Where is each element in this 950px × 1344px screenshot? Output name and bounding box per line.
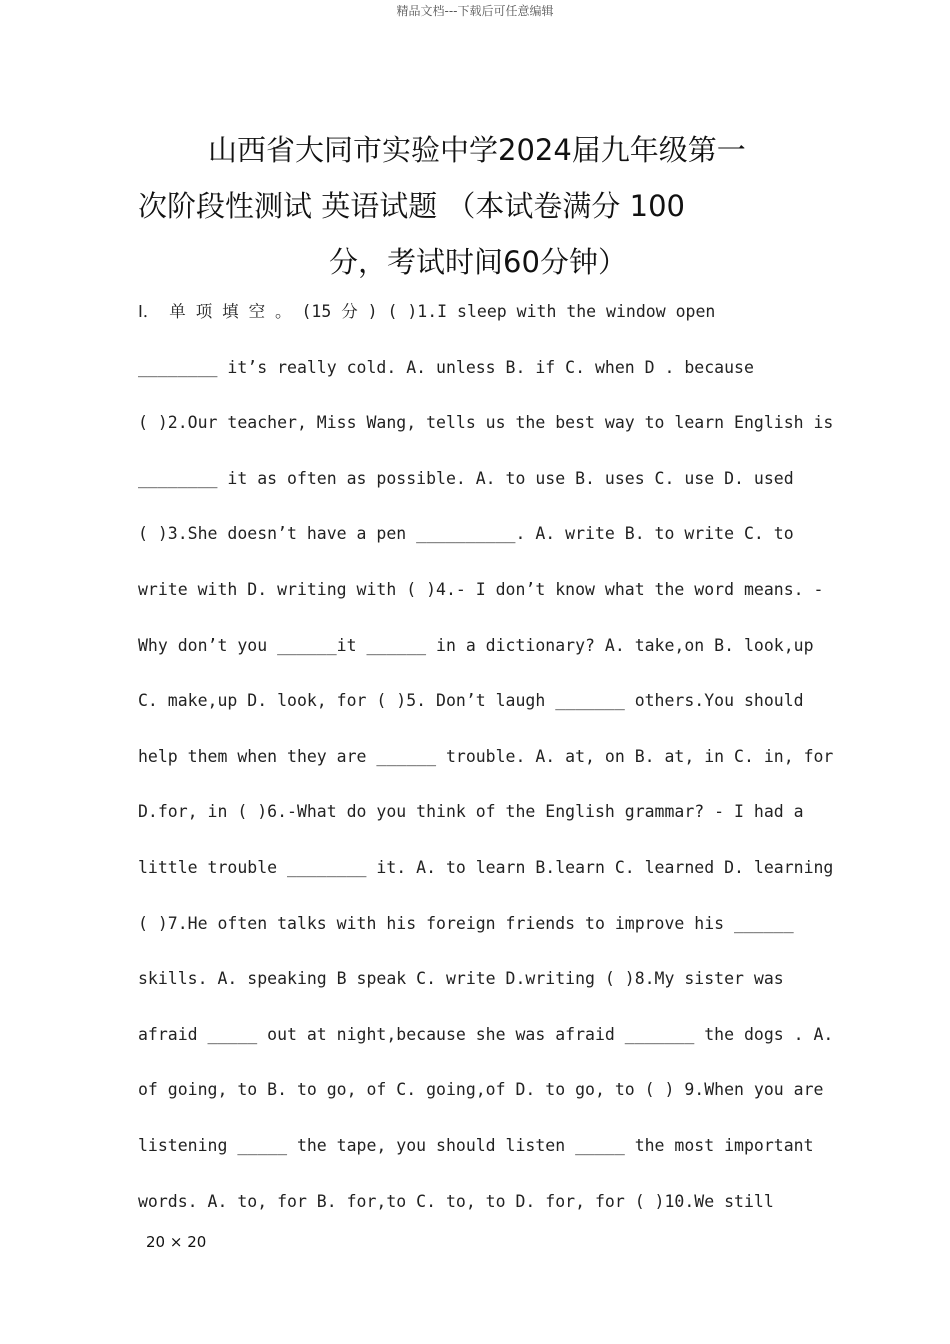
page-header: 精品文档---下载后可任意编辑	[396, 4, 554, 18]
text-line: ( )3.She doesn’t have a pen __________. A. write B. to write C. to	[138, 524, 794, 544]
page-footer: 20 × 20	[146, 1233, 207, 1251]
text-line: ( )7.He often talks with his foreign friends to improve his ______	[138, 913, 794, 933]
document-title	[138, 122, 818, 290]
text-line: listening _____ the tape, you should listen _____ the most important	[138, 1136, 814, 1155]
text-line: skills. A. speaking B speak C. write D.writing ( )8.My sister was	[138, 969, 784, 989]
text-line: words. A. to, for B. for,to C. to, to D. for, for ( )10.We still	[138, 1191, 774, 1211]
text-line: help them when they are ______ trouble. A. at, on B. at, in C. in, for	[138, 746, 834, 766]
title-line-2: 次阶段性测试 英语试题 （本试卷满分 100	[138, 189, 686, 223]
title-line-3: 分，考试时间60分钟）	[329, 245, 627, 279]
text-line: D.for, in ( )6.-What do you think of the English grammar? - I had a	[138, 802, 804, 822]
text-line: C. make,up D. look, for ( )5. Don’t laugh _______ others.You should	[138, 691, 804, 711]
text-line: write with D. writing with ( )4.- I don’t know what the word means. -	[138, 580, 824, 599]
text-line: of going, to B. to go, of C. going,of D. to go, to ( ) 9.When you are	[138, 1080, 824, 1100]
text-line: afraid _____ out at night,because she was afraid _______ the dogs . A.	[138, 1024, 834, 1044]
text-line: little trouble ________ it. A. to learn B.learn C. learned D. learning	[138, 858, 834, 877]
text-line: Ⅰ． 单 项 填 空 。 (15 分 ) ( )1.I sleep with the window open	[138, 302, 716, 321]
text-line: Why don’t you ______it ______ in a dictionary? A. take,on B. look,up	[138, 635, 814, 655]
title-line-1: 山西省大同市实验中学2024届九年级第一	[208, 133, 746, 167]
text-line: ________ it as often as possible. A. to use B. uses C. use D. used	[138, 468, 794, 488]
text-line: ________ it’s really cold. A. unless B. if C. when D . because	[138, 357, 754, 377]
text-line: ( )2.Our teacher, Miss Wang, tells us the best way to learn English is	[138, 413, 834, 433]
